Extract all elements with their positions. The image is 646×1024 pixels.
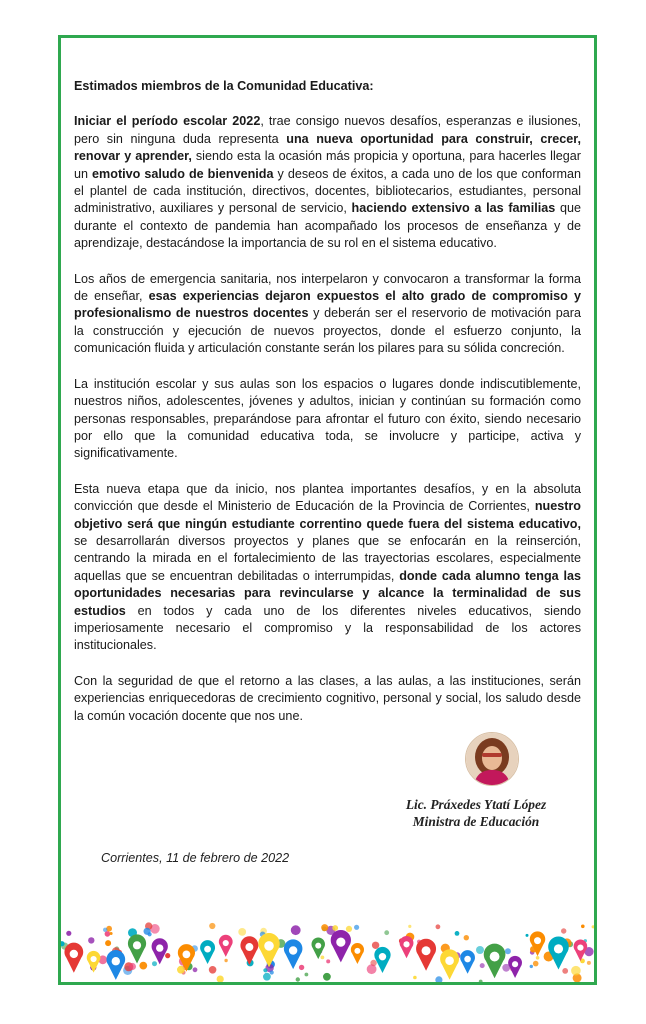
map-pin-icon	[574, 939, 588, 961]
signer-name: Lic. Práxedes Ytatí López	[405, 797, 547, 812]
confetti-dot	[455, 931, 460, 936]
map-pin-icon	[219, 935, 233, 957]
confetti-dot	[536, 956, 540, 960]
confetti-dot	[209, 966, 217, 974]
decorative-confetti-border	[61, 918, 594, 985]
map-pin-icon	[416, 939, 436, 971]
paragraph-3	[74, 376, 581, 463]
map-pin-icon	[331, 930, 351, 962]
paragraph-1	[74, 113, 581, 252]
confetti-dot	[435, 976, 442, 983]
confetti-dot	[291, 925, 301, 935]
confetti-dot	[480, 963, 485, 968]
confetti-dot	[129, 963, 136, 970]
signer-title: Ministra de Educación	[412, 814, 540, 829]
confetti-dot	[263, 968, 267, 972]
text-run: siendo esta la ocasión más propicia y oportuna, para hacerles llegar un	[74, 149, 581, 181]
salutation: Estimados miembros de la Comunidad Educativa:	[74, 79, 374, 93]
confetti-dot	[562, 968, 568, 974]
map-pin-icon	[351, 943, 364, 964]
confetti-dot	[263, 973, 271, 981]
confetti-dot	[592, 925, 594, 928]
map-pin-icon	[64, 943, 83, 973]
confetti-dot	[323, 973, 331, 981]
confetti-dot	[224, 959, 227, 962]
confetti-dot	[479, 980, 483, 984]
confetti-dot	[238, 928, 246, 936]
confetti-dot	[165, 953, 170, 958]
map-pin-icon	[240, 936, 258, 965]
confetti-dot	[581, 925, 585, 929]
map-pin-icon	[284, 939, 303, 969]
confetti-dot	[408, 925, 411, 928]
confetti-dot	[464, 935, 469, 940]
paragraph-2	[74, 271, 581, 358]
map-pin-icon	[87, 951, 101, 973]
map-pin-icon	[548, 936, 569, 969]
confetti-dot	[144, 928, 151, 935]
confetti-dot	[321, 924, 328, 931]
text-run: , trae consigo nuevos desafíos, esperanzas e ilusiones, pero sin ninguna duda representa	[74, 114, 581, 146]
confetti-dot	[354, 925, 359, 930]
text-run: esas experiencias dejaron expuestos el alto grado de compromiso y profesionalismo de nuestros docentes	[74, 289, 582, 321]
signer-photo	[465, 732, 519, 786]
map-pin-icon	[374, 947, 390, 973]
letter-frame	[58, 35, 597, 985]
map-pin-icon	[508, 956, 522, 978]
paragraph-5	[74, 673, 581, 725]
text-run: Con la seguridad de que el retorno a las clases, a las aulas, a las instituciones, serán experiencias enriquecedoras de crecimiento cognitivo, personal y social, los saludo desde la común vocación docente que nos une.	[74, 673, 581, 723]
confetti-dot	[321, 956, 325, 960]
confetti-dot	[177, 966, 185, 974]
confetti-dot	[105, 931, 111, 937]
letter-body	[74, 78, 581, 743]
map-pin-icon	[440, 949, 459, 979]
map-pin-icon	[106, 950, 125, 980]
text-run: y deberán ser el reservorio de motivación para la construcción y ejecución de nuevos proyectos, donde el esfuerzo conjunto, la comunicación fluida y articulación constante serán los pilares para su sólida concreción.	[74, 306, 582, 356]
confetti-dot	[305, 973, 309, 977]
text-run: Iniciar el período escolar 2022	[74, 114, 261, 129]
confetti-dot	[436, 924, 441, 929]
confetti-dot	[367, 964, 377, 974]
text-run: Los años de emergencia sanitaria, nos interpelaron y convocaron a transformar la forma de enseñar,	[74, 271, 581, 304]
confetti-dot	[561, 928, 566, 933]
confetti-dot	[193, 967, 198, 972]
confetti-dot	[533, 961, 539, 967]
confetti-dot	[413, 976, 417, 980]
confetti-dot	[326, 959, 330, 963]
text-run: que durante el contexto de pandemia han acompañado los procesos de enseñanza y de aprendizaje, destacándose la importancia de su rol en el sistema educativo.	[74, 201, 581, 251]
text-run: Esta nueva etapa que da inicio, nos plantea importantes desafíos, y en la absoluta convicción que desde el Ministerio de Educación de la Provincia de Corrientes,	[74, 481, 581, 514]
text-run: una nueva oportunidad para construir, crecer, renovar y aprender,	[74, 131, 581, 164]
map-pin-icon	[460, 950, 475, 974]
confetti-dot	[296, 977, 300, 981]
signature-block	[361, 796, 591, 830]
confetti-dot	[526, 934, 529, 937]
paragraph-4	[74, 481, 581, 655]
confetti-dot	[372, 942, 379, 949]
map-pin-icon	[258, 933, 279, 967]
confetti-dot	[110, 932, 113, 935]
text-run: se desarrollarán diversos proyectos y planes que se enfocarán en la reinserción, centrando la mirada en el fortalecimiento de las trayectorias escolares, especialmente aquellas que se encuentran debilitadas o interrumpidas,	[74, 533, 581, 583]
map-pin-icon	[400, 936, 414, 958]
confetti-dot	[571, 966, 581, 976]
confetti-dot	[530, 965, 533, 968]
map-pin-icon	[152, 938, 168, 964]
text-run: nuestro objetivo será que ningún estudiante correntino quede fuera del sistema educativo,	[74, 499, 581, 531]
confetti-dot	[152, 961, 157, 966]
confetti-dot	[476, 946, 484, 954]
date-line: Corrientes, 11 de febrero de 2022	[101, 851, 290, 865]
map-pin-icon	[128, 934, 146, 963]
confetti-dot	[66, 931, 71, 936]
text-run: haciendo extensivo a las familias	[351, 201, 556, 216]
confetti-dot	[332, 925, 338, 931]
confetti-dot	[139, 962, 147, 970]
confetti-dot	[299, 965, 304, 970]
text-run: en todos y cada uno de los diferentes niveles educativos, siendo imperiosamente necesario el compromiso y la responsabilidad de los actores institucionales.	[74, 603, 581, 653]
map-pin-icon	[484, 944, 506, 979]
confetti-dot	[346, 926, 352, 932]
confetti-dot	[384, 930, 389, 935]
confetti-dot	[88, 937, 94, 943]
map-pin-icon	[200, 940, 215, 964]
text-run: y deseos de éxitos, a cada uno de los que conforman el plantel de cada institución, directivos, docentes, bibliotecarios, estudiantes, personal administrativo, auxiliares y personal de servicio,	[74, 166, 582, 216]
text-run: donde cada alumno tenga las oportunidades necesarias para revincularse y alcance la terminalidad de sus estudios	[74, 568, 581, 618]
confetti-dot	[270, 970, 274, 974]
confetti-dot	[209, 923, 215, 929]
confetti-dot	[587, 961, 591, 965]
confetti-dot	[105, 940, 111, 946]
confetti-dot	[505, 948, 511, 954]
confetti-dot	[217, 976, 224, 983]
text-run: emotivo saludo de bienvenida	[92, 166, 274, 181]
text-run: La institución escolar y sus aulas son los espacios o lugares donde indiscutiblemente, nuestros niños, adolescentes, jóvenes y adultos, inician y continúan su formación como personas responsables, preparándose para afrontar el futuro con éxito, siendo necesario por ello que la comunidad educativa toda, se involucre y participe, activa y significativamente.	[74, 376, 581, 461]
